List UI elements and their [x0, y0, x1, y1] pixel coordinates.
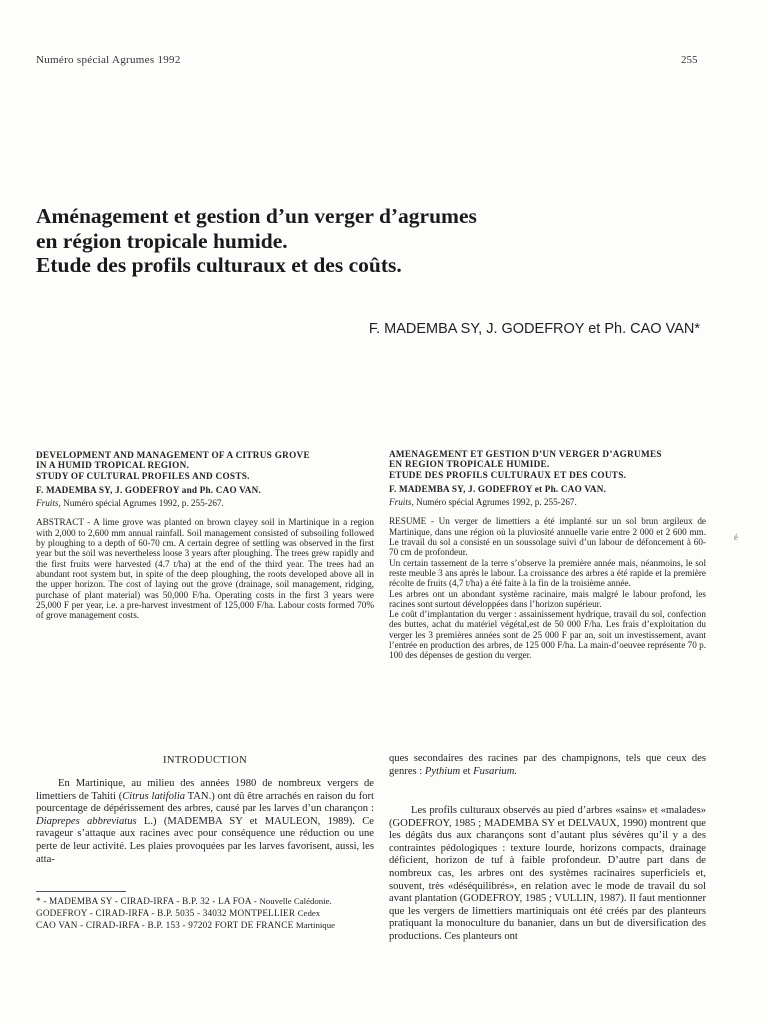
summary-fr-journal: Fruits,: [389, 497, 414, 508]
introduction-heading: INTRODUCTION: [162, 755, 248, 766]
intro-text: et: [460, 765, 474, 777]
affiliation-text: CAO VAN - CIRAD-IRFA - B.P. 153 - 97202 FORT DE FRANCE: [36, 920, 296, 930]
affiliation-text: * - MADEMBA SY - CIRAD-IRFA - B.P. 32 - LA FOA -: [36, 896, 260, 906]
summary-en-authors: F. MADEMBA SY, J. GODEFROY and Ph. CAO VAN.: [36, 484, 261, 495]
summary-en-journal-rest: Numéro spécial Agrumes 1992, p. 255-267.: [60, 498, 224, 509]
resume-paragraph: Les arbres ont un abondant système racinaire, mais malgré le labour profond, les racines sont surtout développées dans l’horizon supérieur.: [389, 588, 706, 609]
article-title: [36, 204, 676, 278]
intro-text: L.) (MADEMBA SY et MAULEON, 1989). Ce ravageur s’attaque aux racines avec pour conséquence une réduction ou une perte de leur activité. Les plaies provoquées par les larves favorisent, aussi, les atta-: [36, 815, 374, 865]
summary-en-citation: [36, 498, 374, 508]
affiliation-location: Cedex: [297, 908, 321, 918]
footnote-affiliation: [36, 908, 374, 918]
species-name: Citrus latifolia: [122, 790, 186, 802]
introduction-paragraph-2: Les profils culturaux observés au pied d’arbres «sains» et «malades» (GODEFROY, 1985 ; MADEMBA SY et DELVAUX, 1990) montrent que les dégâts dus aux charançons sont d’autant plus sévères qu’il y a des contraintes pédologiques : texture lourde, horizons compacts, drainage déficient, horizon de tuf à faible profondeur. D’autre part dans de nombreux cas, les arbres ont des systèmes racinaires superficiels et, souvent, très «déséquilibrés», en relation avec le mode de travail du sol avant plantation (GODEFROY, 1985 ; VULLIN, 1987). Il faut mentionner que les vergers de limettiers martiniquais ont été créés par des planteurs pratiquant la monoculture du bananier, dans un but de diversification des productions. Ces planteurs ont: [389, 805, 706, 942]
summary-fr-title-2: EN REGION TROPICALE HUMIDE.: [389, 459, 550, 470]
affiliation-location: Nouvelle Calédonie.: [259, 896, 332, 906]
margin-mark: é: [734, 532, 738, 542]
genus-name: Pythium: [424, 765, 461, 777]
introduction-paragraph: [36, 778, 374, 866]
summary-en-title-3: STUDY OF CULTURAL PROFILES AND COSTS.: [36, 470, 250, 481]
summary-fr-citation: [389, 497, 706, 507]
species-name: Diaprepes abbreviatus: [36, 815, 137, 827]
affiliation-text: GODEFROY - CIRAD-IRFA - B.P. 5035 - 34032 MONTPELLIER: [36, 908, 298, 918]
resume-paragraph: Le coût d’implantation du verger : assainissement hydrique, travail du sol, confection des buttes, achat du matériel végétal,est de 50 000 F/ha. Les frais d’exploitation du verger les 3 premières années sont de 25 000 F par an, soit un investissement, avant l’entrée en production des arbres, de 125 000 F/ha. La main-d’oeuvee représente 70 p. 100 des dépenses de gestion du verger.: [389, 609, 706, 661]
footnote-affiliation: [36, 920, 374, 930]
resume-paragraph: RESUME - Un verger de limettiers a été implanté sur un sol brun argileux de Martinique, dans une région où la pluviosité annuelle varie entre 2 000 et 2 600 mm. Le travail du sol a consisté en un soussolage suivi d’un labour de défoncement à 60-70 cm de profondeur.: [389, 516, 706, 558]
intro-text: ques secondaires des racines par des champignons, tels que ceux des genres :: [389, 753, 706, 777]
title-line-2: en région tropicale humide.: [36, 228, 288, 253]
summary-en-title-2: IN A HUMID TROPICAL REGION.: [36, 460, 190, 471]
title-line-3: Etude des profils culturaux et des coûts.: [36, 253, 402, 277]
summary-fr-title-3: ETUDE DES PROFILS CULTURAUX ET DES COUTS.: [389, 469, 627, 480]
title-line-1: Aménagement et gestion d’un verger d’agrumes: [36, 204, 477, 228]
affiliation-location: Martinique: [295, 920, 335, 930]
resume-body: [389, 516, 706, 660]
footnotes: [36, 896, 374, 932]
page-number: 255: [681, 54, 698, 66]
intro-text: TAN.) ont dû être arrachés en raison du fort pourcentage de dépérissement des arbres, causé par les larves d’un charançon :: [36, 790, 374, 815]
french-summary: [389, 449, 706, 661]
resume-paragraph: Un certain tassement de la terre s’observe la première année mais, néanmoins, le sol reste meuble 3 ans après le labour. La croissance des arbres a été rapide et la première récolte de fruits (4,7 t/ha) a été faite à la fin de la troisième année.: [389, 557, 706, 589]
summary-fr-title-1: AMENAGEMENT ET GESTION D’UN VERGER D’AGRUMES: [389, 449, 662, 459]
abstract-body: ABSTRACT - A lime grove was planted on brown clayey soil in Martinique in a region with 2,000 to 2,600 mm annual rainfall. Soil management consisted of subsoiling followed by ploughing to a depth of 60-70 cm. A certain degree of settling was observed in the first year but the soil was nevertheless loose 3 years after ploughing. The trees grew rapidly and the first fruits were harvested (4.7 t/ha) at the end of the third year. The trees had an abundant root system but, in spite of the deep ploughing, the roots developed above all in the upper horizon. The cost of laying out the grove (drainage, soil management, ridging, purchase of plant material) was 50,000 F/ha. Operating costs in the first 3 years were 25,000 F per year, i.e. a pre-harvest investment of 125,000 F/ha. Labour costs formed 70% of grove management costs.: [36, 517, 374, 621]
summary-fr-authors: F. MADEMBA SY, J. GODEFROY et Ph. CAO VAN.: [389, 483, 607, 494]
summary-en-journal: Fruits,: [36, 498, 61, 509]
intro-text: En Martinique, au milieu des années 1980 de nombreux vergers de limettiers de Tahiti (: [36, 778, 374, 802]
english-summary: [36, 450, 374, 620]
introduction-continuation: [389, 753, 706, 778]
footnote-affiliation: [36, 896, 374, 906]
summary-fr-journal-rest: Numéro spécial Agrumes 1992, p. 255-267.: [413, 497, 577, 508]
running-head: Numéro spécial Agrumes 1992: [36, 54, 181, 66]
summary-en-title-1: DEVELOPMENT AND MANAGEMENT OF A CITRUS GROVE: [36, 450, 310, 460]
genus-name: Fusarium.: [473, 765, 518, 777]
footnote-rule: [36, 891, 126, 892]
article-authors: F. MADEMBA SY, J. GODEFROY et Ph. CAO VAN*: [368, 321, 700, 337]
